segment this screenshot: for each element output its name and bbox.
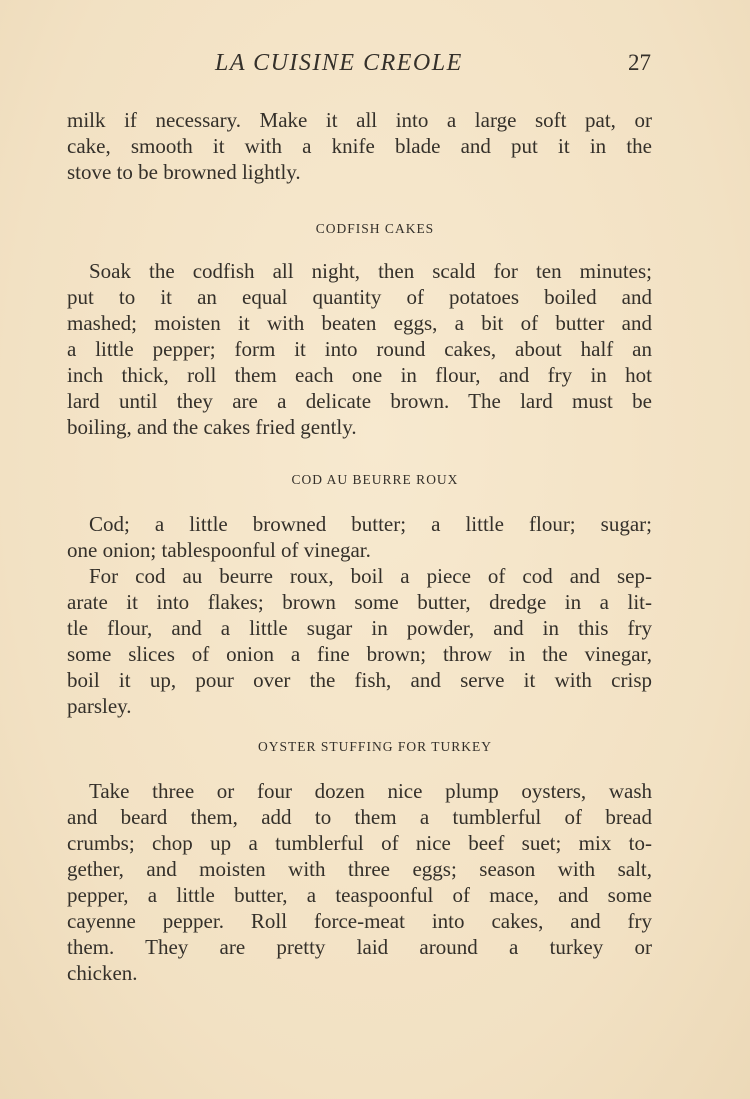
paragraph	[67, 563, 652, 719]
text-line: milk if necessary. Make it all into a large soft pat, or	[67, 108, 652, 132]
line	[67, 284, 652, 310]
text-line: inch thick, roll them each one in flour, and fry in hot	[67, 363, 652, 387]
line	[67, 414, 652, 440]
text-line: For cod au beurre roux, boil a piece of cod and sep-	[89, 564, 652, 588]
line	[67, 778, 652, 804]
line	[67, 693, 652, 719]
paragraph	[67, 511, 652, 563]
line	[67, 258, 652, 284]
text-line: a little pepper; form it into round cakes, about half an	[67, 337, 652, 361]
text-line: Soak the codfish all night, then scald for ten minutes;	[89, 259, 652, 283]
text-line: cake, smooth it with a knife blade and put it in the	[67, 134, 652, 158]
text-line: cayenne pepper. Roll force-meat into cakes, and fry	[67, 909, 652, 933]
section-heading: COD AU BEURRE ROUX	[291, 472, 459, 487]
text-line: tle flour, and a little sugar in powder, and in this fry	[67, 616, 652, 640]
paragraph	[67, 778, 652, 986]
text-line: gether, and moisten with three eggs; season with salt,	[67, 857, 652, 881]
page-number: 27	[628, 50, 651, 75]
text-line: boil it up, pour over the fish, and serve it with crisp	[67, 668, 652, 692]
line	[67, 667, 652, 693]
line	[67, 388, 652, 414]
text-line: and beard them, add to them a tumblerful of bread	[67, 805, 652, 829]
text-line: stove to be browned lightly.	[67, 160, 301, 184]
line	[67, 511, 652, 537]
text-line: lard until they are a delicate brown. The lard must be	[67, 389, 652, 413]
line	[67, 960, 652, 986]
line	[67, 310, 652, 336]
line	[67, 537, 652, 563]
text-line: chicken.	[67, 961, 138, 985]
line	[67, 856, 652, 882]
line	[67, 362, 652, 388]
line	[67, 908, 652, 934]
line	[67, 589, 652, 615]
text-line: Cod; a little browned butter; a little flour; sugar;	[89, 512, 652, 536]
paragraph	[67, 258, 652, 440]
text-line: pepper, a little butter, a teaspoonful of mace, and some	[67, 883, 652, 907]
page-body	[67, 107, 652, 986]
text-line: crumbs; chop up a tumblerful of nice beef suet; mix to-	[67, 831, 652, 855]
line	[67, 563, 652, 589]
section-heading: CODFISH CAKES	[315, 221, 435, 236]
text-line: some slices of onion a fine brown; throw in the vinegar,	[67, 642, 652, 666]
line	[67, 615, 652, 641]
text-line: one onion; tablespoonful of vinegar.	[67, 538, 371, 562]
section-heading: OYSTER STUFFING FOR TURKEY	[258, 739, 492, 754]
line	[67, 882, 652, 908]
running-title: LA CUISINE CREOLE	[215, 50, 463, 76]
text-line: Take three or four dozen nice plump oysters, wash	[89, 779, 652, 803]
line	[67, 934, 652, 960]
text-line: boiling, and the cakes fried gently.	[67, 415, 357, 439]
paragraph	[67, 107, 652, 185]
line	[67, 804, 652, 830]
line	[67, 133, 652, 159]
text-line: them. They are pretty laid around a turkey or	[67, 935, 652, 959]
text-line: arate it into flakes; brown some butter, dredge in a lit-	[67, 590, 652, 614]
line	[67, 830, 652, 856]
line	[67, 641, 652, 667]
line	[67, 159, 652, 185]
text-line: put to it an equal quantity of potatoes boiled and	[67, 285, 652, 309]
line	[67, 336, 652, 362]
text-line: mashed; moisten it with beaten eggs, a bit of butter and	[67, 311, 652, 335]
line	[67, 107, 652, 133]
text-line: parsley.	[67, 694, 132, 718]
